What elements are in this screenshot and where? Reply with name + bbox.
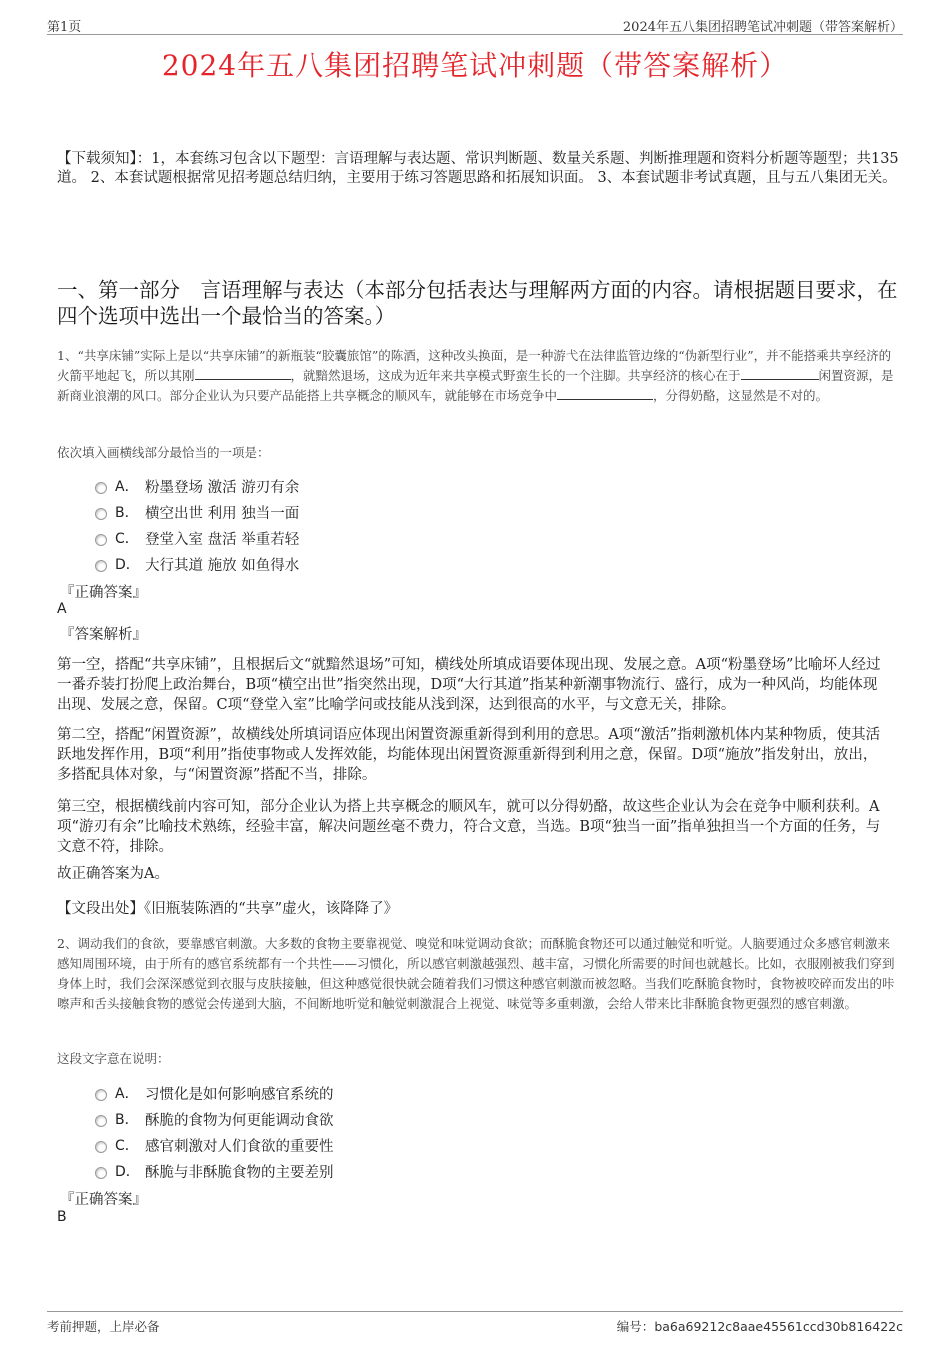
fill-blank [741,367,819,380]
header-doc-title: 2024年五八集团招聘笔试冲刺题（带答案解析） [622,20,903,35]
analysis-label: 『答案解析』 [60,627,147,643]
radio-icon[interactable] [95,1141,107,1153]
question-1-stem: 1、“共享床铺”实际上是以“共享床铺”的新瓶装“胶囊旅馆”的陈酒，这种改头换面，是一种游弋在法律监管边缘的“伪新型行业”，并不能搭乘共享经济的火箭平地起飞，所以其刚 ，就黯然退场，这成为近年来共享模式野蛮生长的一个注脚。共享经济的核心在于 闲置资源，是新商业浪潮的风口。部分企业认为只要产品能搭上共享概念的顺风车，就能够在市场竞争中 ，分得奶酪，这显然是不对的。 [57,348,894,403]
radio-icon[interactable] [95,534,107,546]
correct-answer-label: 『正确答案』 [60,1192,147,1208]
question-2-prompt: 这段文字意在说明： [57,1051,170,1066]
section-heading: 一、第一部分 言语理解与表达（本部分包括表达与理解两方面的内容。请根据题目要求，在四个选项中选出一个最恰当的答案。） [57,278,898,328]
analysis-paragraph: 第二空，搭配“闲置资源”，故横线处所填词语应体现出闲置资源重新得到利用的意思。A项“激活”指刺激机体内某种物质，使其活跃地发挥作用，B项“利用”指使事物或人发挥效能，均能体现出闲置资源重新得到利用之意，保留。D项“施放”指发射出，放出，多搭配具体对象，与“闲置资源”搭配不当，排除。 [57,727,881,783]
question-2-options [95,1080,334,1184]
download-notice: 【下载须知】：1，本套练习包含以下题型：言语理解与表达题、常识判断题、数量关系题、判断推理题和资料分析题等题型；共135道。 2、本套试题根据常见招考题总结归纳，主要用于练习答题思路和拓展知识面。 3、本套试题非考试真题，且与五八集团无关。 [57,151,899,186]
analysis-conclusion: 故正确答案为A。 [57,866,169,882]
option-a[interactable]: A． 习惯化是如何影响感官系统的 [95,1080,334,1106]
source-citation: 【文段出处】《旧瓶装陈酒的“共享”虚火，该降降了》 [57,901,399,917]
option-b[interactable]: B． 横空出世 利用 独当一面 [95,499,299,525]
question-1-prompt: 依次填入画横线部分最恰当的一项是： [57,445,270,460]
page-header [47,14,903,35]
document-title: 2024年五八集团招聘笔试冲刺题（带答案解析） [161,49,789,82]
option-c[interactable]: C． 登堂入室 盘活 举重若轻 [95,525,299,551]
footer-slogan: 考前押题，上岸必备 [47,1319,160,1334]
question-2-stem: 2、调动我们的食欲，要靠感官刺激。大多数的食物主要靠视觉、嗅觉和味觉调动食欲；而酥脆食物还可以通过触觉和听觉。人脑要通过众多感官刺激来感知周围环境，由于所有的感官系统都有一个共性——习惯化，所以感官刺激越强烈、越丰富，习惯化所需要的时间也就越长。比如，衣服刚被我们穿到身体上时，我们会深深感觉到衣服与皮肤接触，但这种感觉很快就会随着我们习惯这种感官刺激而被忽略。当我们吃酥脆食物时，食物被咬碎而发出的咔嚓声和舌头接触食物的感觉会传递到大脑，不间断地听觉和触觉刺激混合上视觉、味觉等多重刺激，会给人带来比非酥脆食物更强烈的感官刺激。 [57,936,895,1011]
radio-icon[interactable] [95,560,107,572]
radio-icon[interactable] [95,482,107,494]
option-a[interactable]: A． 粉墨登场 激活 游刃有余 [95,473,299,499]
radio-icon[interactable] [95,508,107,520]
option-d[interactable]: D． 酥脆与非酥脆食物的主要差别 [95,1158,334,1184]
correct-answer: A [57,601,67,617]
option-c[interactable]: C． 感官刺激对人们食欲的重要性 [95,1132,334,1158]
radio-icon[interactable] [95,1115,107,1127]
document-code: 编号：ba6a69212c8aae45561ccd30b816422c [616,1319,903,1334]
page-number: 第1页 [47,20,82,35]
analysis-paragraph: 第三空，根据横线前内容可知，部分企业认为搭上共享概念的顺风车，就可以分得奶酪，故这些企业认为会在竞争中顺利获利。A项“游刃有余”比喻技术熟练，经验丰富，解决问题丝毫不费力，符合文意，当选。B项“独当一面”指单独担当一个方面的任务，与文意不符，排除。 [57,799,881,855]
analysis-paragraph: 第一空，搭配“共享床铺”，且根据后文“就黯然退场”可知，横线处所填成语要体现出现、发展之意。A项“粉墨登场”比喻坏人经过一番乔装打扮爬上政治舞台，B项“横空出世”指突然出现，D项“大行其道”指某种新潮事物流行、盛行，成为一种风尚，均能体现出现、发展之意，保留。C项“登堂入室”比喻学问或技能从浅到深，达到很高的水平，与文意无关，排除。 [57,657,881,713]
correct-answer: B [57,1209,67,1225]
option-d[interactable]: D． 大行其道 施放 如鱼得水 [95,551,299,577]
radio-icon[interactable] [95,1089,107,1101]
fill-blank [195,367,291,380]
option-b[interactable]: B． 酥脆的食物为何更能调动食欲 [95,1106,334,1132]
question-1-options [95,473,299,577]
radio-icon[interactable] [95,1167,107,1179]
page-footer [47,1311,903,1336]
fill-blank [557,387,653,400]
correct-answer-label: 『正确答案』 [60,585,147,601]
